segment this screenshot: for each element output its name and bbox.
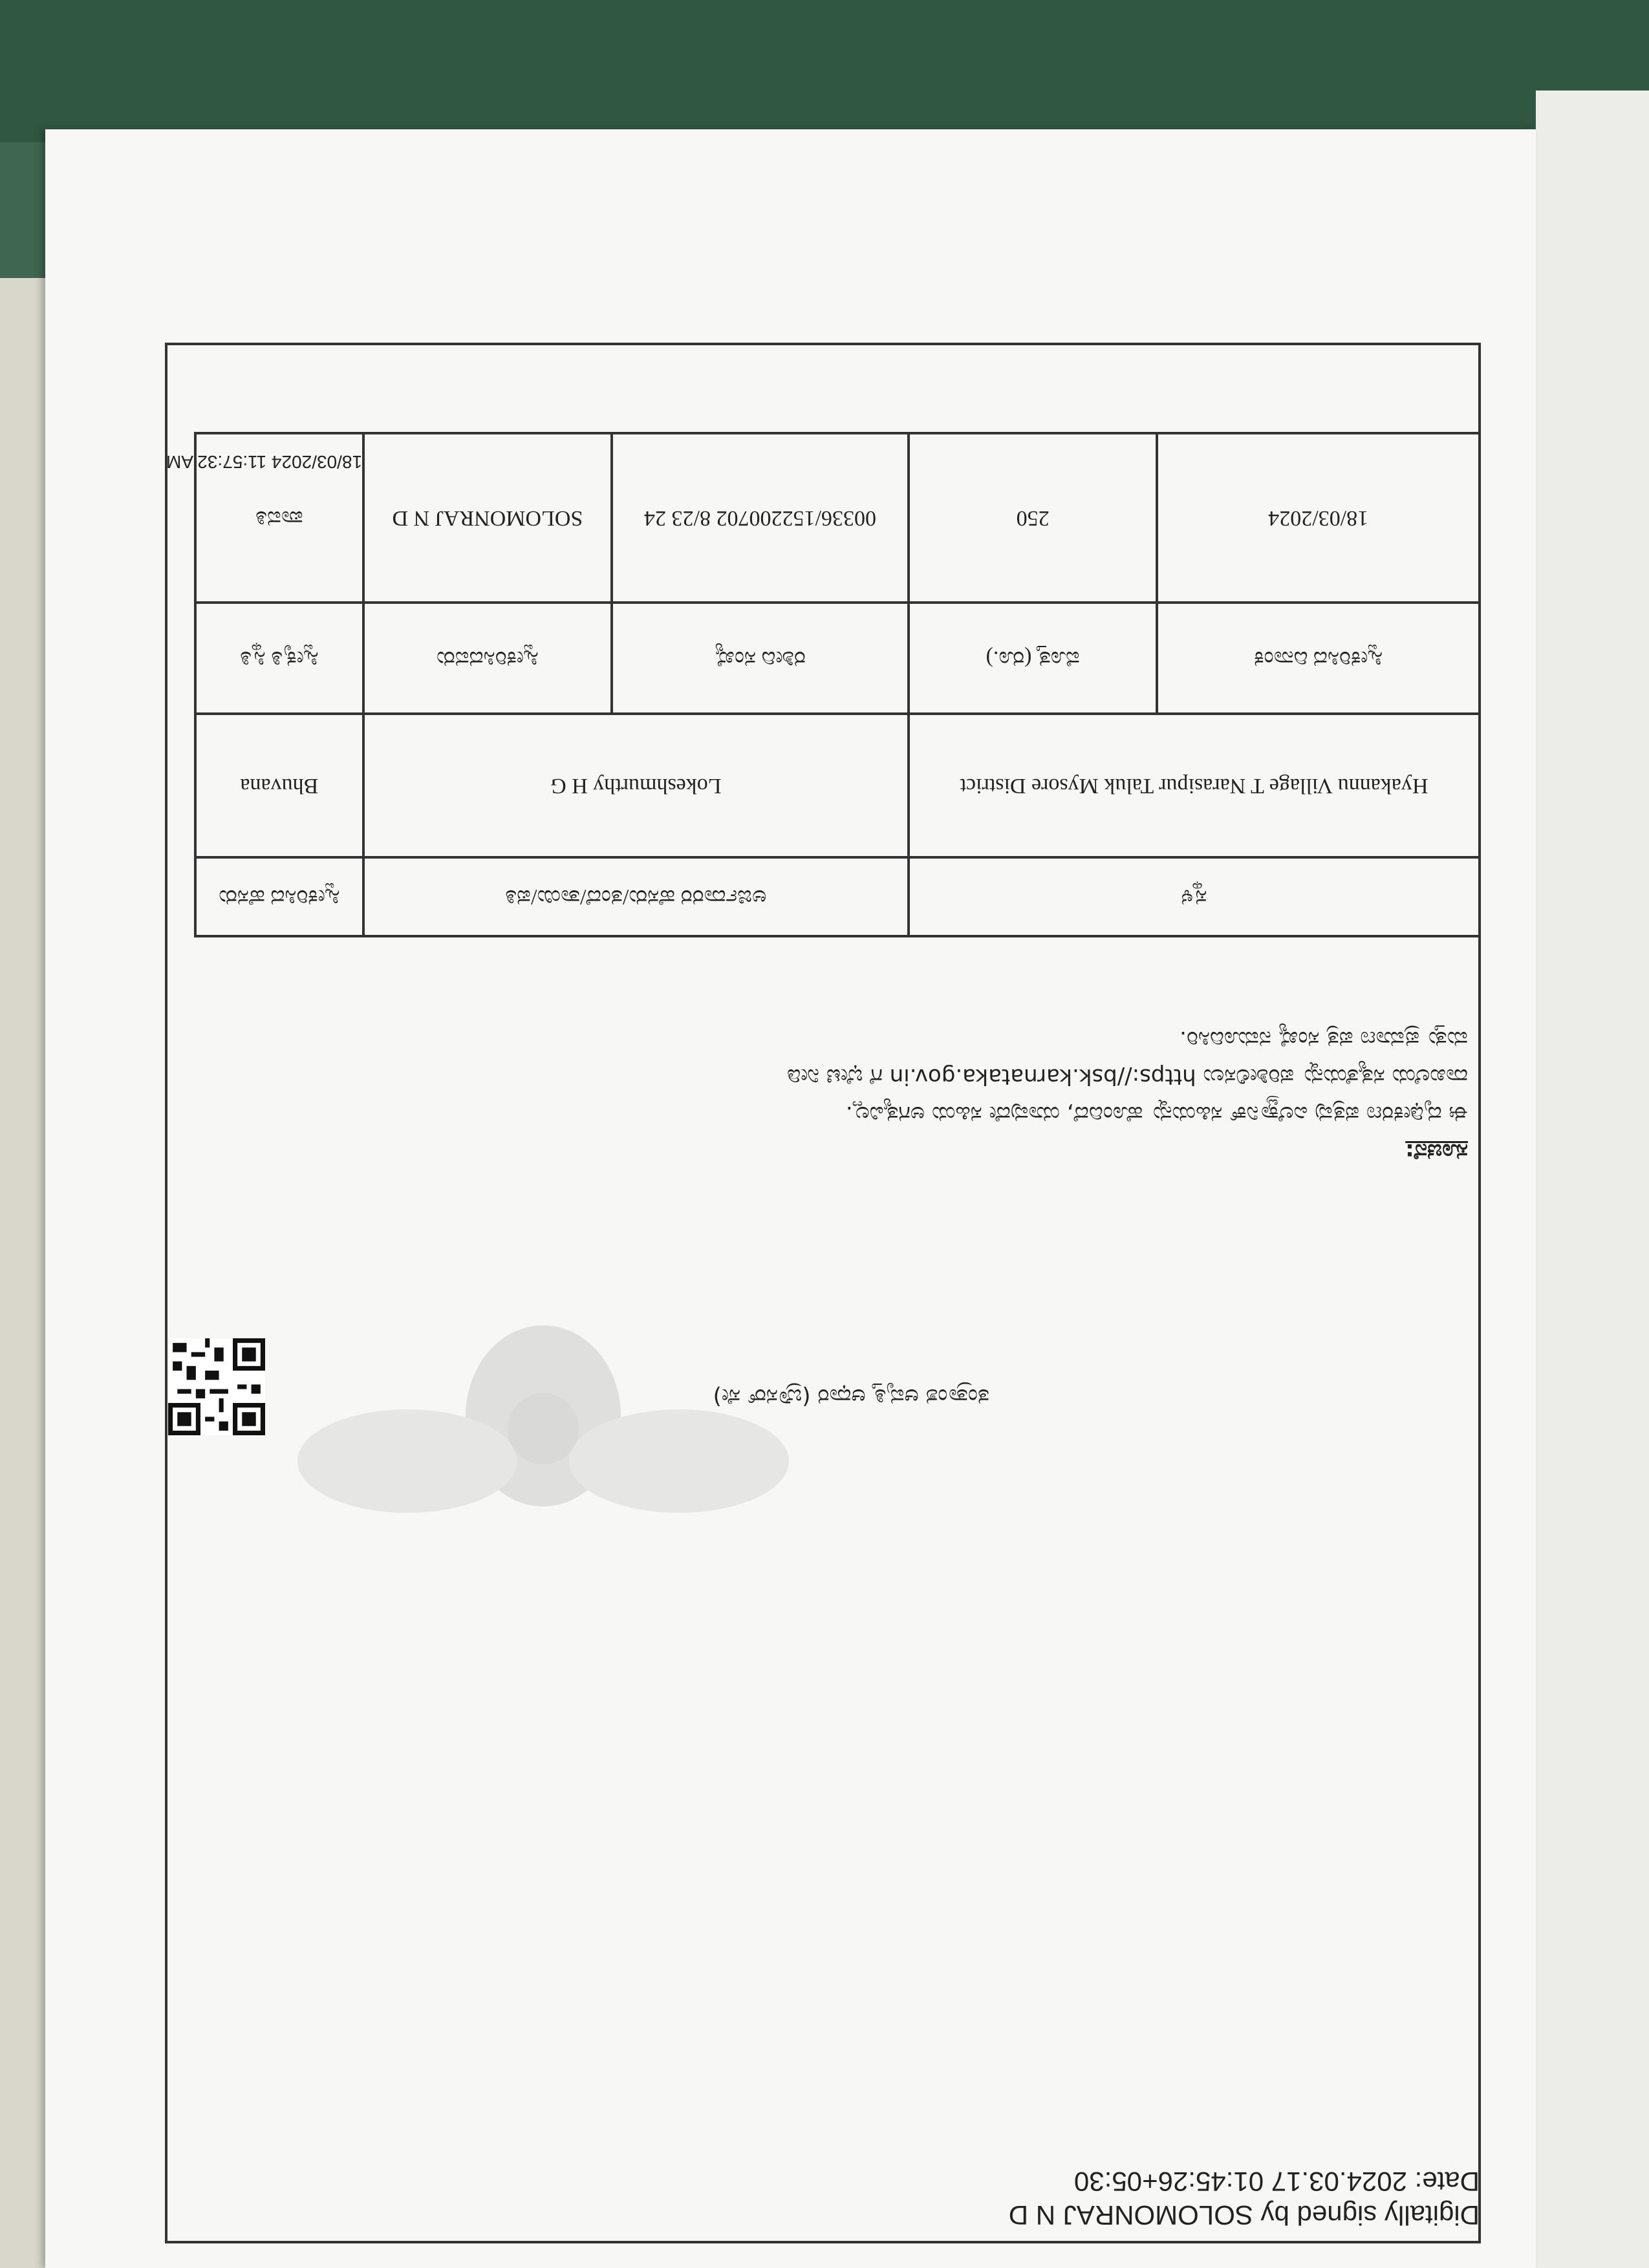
header-amount: ಮೊತ್ತ (ರೂ.) bbox=[909, 603, 1157, 714]
rotated-content bbox=[165, 343, 1481, 2243]
header-receipt-no: ರಶೀದಿ ಸಂಖ್ಯೆ bbox=[612, 603, 909, 714]
notes-line-1: ಈ ದೃಢೀಕರಣ ಪತ್ರವು ಎಲೆಕ್ಟ್ರಾನಿಕ್ ಸಹಿಯನ್ನು ಹೊಂದಿದೆ, ಯಾವುದೇ ಸಹಿಯ ಅಗತ್ಯವಿಲ್ಲ. bbox=[845, 1101, 1468, 1127]
cell-applicant: Lokeshmurthy H G bbox=[363, 714, 909, 857]
table-row bbox=[195, 857, 1480, 936]
cell-place: Hyakannu Village T Narasipur Taluk Mysore District bbox=[909, 714, 1480, 857]
cell-receiver: SOLOMONRAJ N D bbox=[363, 433, 612, 603]
header-place: ಸ್ಥಳ bbox=[909, 857, 1480, 936]
cell-amount: 250 bbox=[909, 433, 1157, 603]
qr-caption: ತಂತ್ರಾಂಶ ಆವೃತ್ತಿ ಆಧಾರ (ಬ್ರೌಸರ್ ಸೇ) bbox=[713, 1384, 989, 1409]
background-top bbox=[0, 0, 1649, 142]
qr-code bbox=[168, 1338, 265, 1435]
notes-title: ಸೂಚನೆ: bbox=[1405, 1139, 1468, 1164]
notes-line-2: ದಾಖಲೆಯ ಸತ್ಯತೆಯನ್ನು ಪರಿಶೀಲಿಸಲು https://bsk.karnataka.gov.in ಗೆ ಭೇಟಿ ನೀಡಿ bbox=[786, 1064, 1468, 1089]
header-receiver: ಸ್ವೀಕರಿಸಿದವರು bbox=[363, 603, 612, 714]
header-applicant: ಅರ್ಜಿದಾರರ ಹೆಸರು/ತಂದೆ/ತಾಯಿ/ಪತಿ bbox=[363, 857, 909, 936]
cell-date: 18/03/2024 bbox=[1157, 433, 1480, 603]
header-date: ಸ್ವೀಕರಿಸಿದ ದಿನಾಂಕ bbox=[1157, 603, 1480, 714]
cell-received-by: Bhuvana bbox=[195, 714, 363, 857]
digital-signature bbox=[1009, 2165, 1480, 2232]
notes-line-3: ಮತ್ತು ಪ್ರಮಾಣ ಪತ್ರ ಸಂಖ್ಯೆ ನಮೂದಿಸಿರಿ. bbox=[1180, 1026, 1468, 1052]
notes bbox=[175, 1020, 1468, 1170]
cell-status: ಪಾವತಿ bbox=[195, 433, 363, 603]
paper-edge-left bbox=[0, 278, 45, 2268]
signature-line-1: Digitally signed by SOLOMONRAJ N D bbox=[1008, 2200, 1480, 2231]
header-received-by: ಸ್ವೀಕರಿಸಿದ ಹೆಸರು bbox=[195, 857, 363, 936]
table-row bbox=[195, 433, 1480, 603]
signature-line-2: Date: 2024.03.17 01:45:26+05:30 bbox=[1073, 2166, 1480, 2197]
print-timestamp: 18/03/2024 11:57:32 AM bbox=[166, 452, 363, 472]
receipt-table bbox=[194, 432, 1481, 937]
table-row bbox=[195, 603, 1480, 714]
state-emblem-watermark bbox=[291, 1287, 795, 1558]
cell-receipt-no: 00336/152200702 8/23 24 bbox=[612, 433, 909, 603]
table-row bbox=[195, 714, 1480, 857]
paper-edge-right bbox=[1536, 91, 1649, 2268]
header-status: ಸ್ವೀಕೃತಿ ಸ್ಥಿತಿ bbox=[195, 603, 363, 714]
